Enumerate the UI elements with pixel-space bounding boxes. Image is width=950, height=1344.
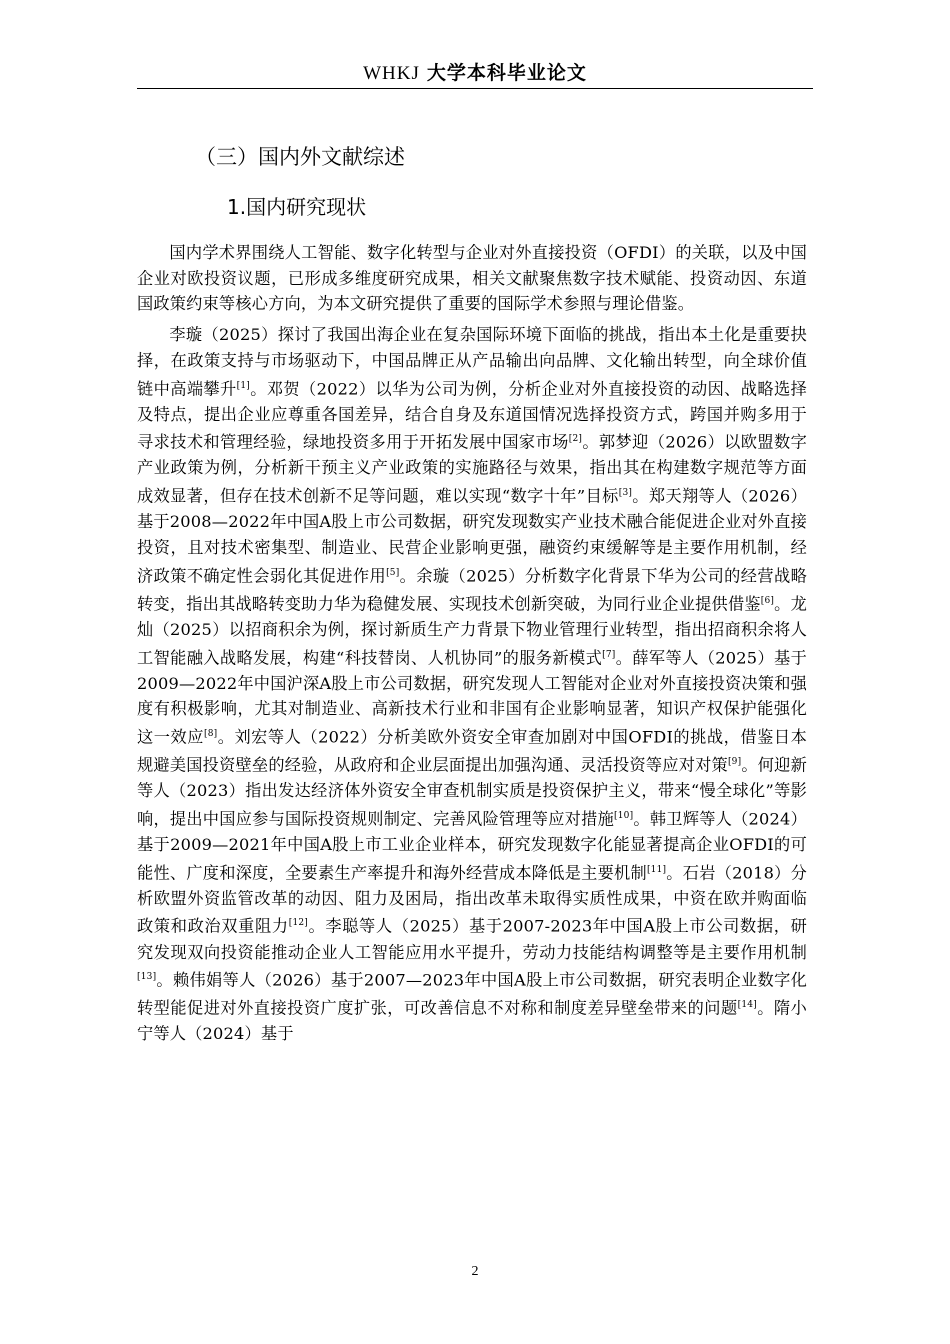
citation-marker: [3]: [618, 488, 633, 499]
citation-marker: [13]: [137, 972, 157, 983]
body-text: [137, 240, 807, 1047]
page-number: 2: [471, 1264, 479, 1279]
citation-marker: [6]: [760, 595, 775, 606]
citation-marker: [10]: [614, 810, 634, 821]
citation-marker: [9]: [727, 757, 742, 768]
paragraph-review: 李璇（2025）探讨了我国出海企业在复杂国际环境下面临的挑战，指出本土化是重要抉择，在政策支持与市场驱动下，中国品牌正从产品输出向品牌、文化输出转型，向全球价值链中高端攀升[1]。邓贺（2022）以华为公司为例，分析企业对外直接投资的动因、战略选择及特点，提出企业应尊重各国差异，结合自身及东道国情况选择投资方式，跨国并购多用于寻求技术和管理经验，绿地投资多用于开拓发展中国家市场[2]。郭梦迎（2026）以欧盟数字产业政策为例，分析新干预主义产业政策的实施路径与效果，指出其在构建数字规范等方面成效显著，但存在技术创新不足等问题，难以实现“数字十年”目标[3]。郑天翔等人（2026）基于2008—2022年中国A股上市公司数据，研究发现数实产业技术融合能促进企业对外直接投资，且对技术密集型、制造业、民营企业影响更强，融资约束缓解等是主要作用机制，经济政策不确定性会弱化其促进作用[5]。余璇（2025）分析数字化背景下华为公司的经营战略转变，指出其战略转变助力华为稳健发展、实现技术创新突破，为同行业企业提供借鉴[6]。龙灿（2025）以招商积余为例，探讨新质生产力背景下物业管理行业转型，指出招商积余将人工智能融入战略发展，构建“科技替岗、人机协同”的服务新模式[7]。薛军等人（2025）基于2009—2022年中国沪深A股上市公司数据，研究发现人工智能对企业对外直接投资决策和强度有积极影响，尤其对制造业、高新技术行业和非国有企业影响显著，知识产权保护能强化这一效应[8]。刘宏等人（2022）分析美欧外资安全审查加剧对中国OFDI的挑战，借鉴日本规避美国投资壁垒的经验，从政府和企业层面提出加强沟通、灵活投资等应对对策[9]。何迎新等人（2023）指出发达经济体外资安全审查机制实质是投资保护主义，带来“慢全球化”等影响，提出中国应参与国际投资规则制定、完善风险管理等应对措施[10]。韩卫辉等人（2024）基于2009—2021年中国A股上市工业企业样本，研究发现数字化能显著提高企业OFDI的可能性、广度和深度，全要素生产率提升和海外经营成本降低是主要机制[11]。石岩（2018）分析欧盟外资监管改革的动因、阻力及困局，指出改革未取得实质性成果，中资在欧并购面临政策和政治双重阻力[12]。李聪等人（2025）基于2007-2023年中国A股上市公司数据，研究发现双向投资能推动企业人工智能应用水平提升，劳动力技能结构调整等是主要作用机制[13]。赖伟娟等人（2026）基于2007—2023年中国A股上市公司数据，研究表明企业数字化转型能促进对外直接投资广度扩张，可改善信息不对称和制度差异壁垒带来的问题[14]。隋小宁等人（2024）基于: [137, 325, 807, 1044]
citation-marker: [11]: [646, 864, 667, 875]
citation-marker: [1]: [236, 380, 250, 391]
citation-marker: [2]: [568, 434, 583, 445]
header-title: 大学本科毕业论文: [426, 62, 587, 84]
citation-marker: [8]: [203, 729, 218, 739]
citation-marker: [5]: [386, 567, 400, 578]
citation-marker: [12]: [288, 918, 309, 929]
header-code: WHKJ: [363, 63, 420, 84]
header-rule: [137, 88, 813, 89]
section-heading: （三）国内外文献综述: [195, 145, 405, 169]
citation-marker: [14]: [737, 1000, 757, 1011]
citation-marker: [7]: [602, 649, 616, 660]
paragraph-intro: 国内学术界围绕人工智能、数字化转型与企业对外直接投资（OFDI）的关联，以及中国企业对欧投资议题，已形成多维度研究成果，相关文献聚焦数字技术赋能、投资动因、东道国政策约束等核心方向，为本文研究提供了重要的国际学术参照与理论借鉴。: [137, 243, 807, 314]
running-header: [137, 60, 813, 87]
sub-heading: 1.国内研究现状: [227, 195, 367, 219]
